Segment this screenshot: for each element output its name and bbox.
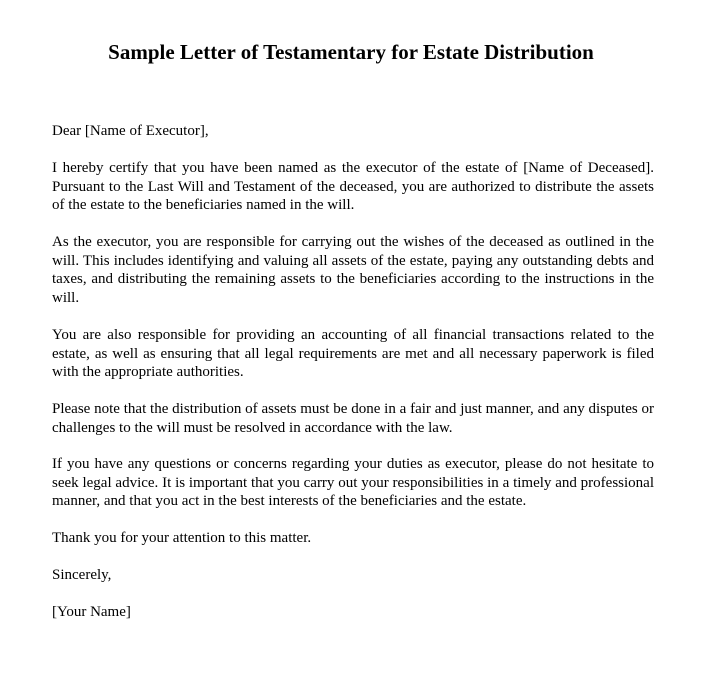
salutation: Dear [Name of Executor], <box>52 123 209 139</box>
closing: Sincerely, <box>52 567 112 583</box>
paragraph-executor-duties: As the executor, you are responsible for carrying out the wishes of the deceased as outlined in the will. This includes identifying and valuing all assets of the estate, paying any outstanding debts and taxes, and distributing the remaining assets to the beneficiaries according to the instructions in the will. <box>52 234 654 306</box>
paragraph-legal-advice: If you have any questions or concerns regarding your duties as executor, please do not hesitate to seek legal advice. It is important that you carry out your responsibilities in a timely and professional manner, and that you act in the best interests of the beneficiaries and the estate. <box>52 456 654 509</box>
letter-title: Sample Letter of Testamentary for Estate Distribution <box>108 40 594 64</box>
paragraph-accounting: You are also responsible for providing an accounting of all financial transactions related to the estate, as well as ensuring that all legal requirements are met and all necessary paperwork is filed with the appropriate authorities. <box>52 327 654 380</box>
thanks-line: Thank you for your attention to this matter. <box>52 530 312 546</box>
paragraph-distribution-note: Please note that the distribution of assets must be done in a fair and just manner, and any disputes or challenges to the will must be resolved in accordance with the law. <box>52 401 654 436</box>
signature-name: [Your Name] <box>52 604 131 620</box>
paragraph-certification: I hereby certify that you have been named as the executor of the estate of [Name of Deceased]. Pursuant to the Last Will and Testament of the deceased, you are authorized to distribute the assets of the estate to the beneficiaries named in the will. <box>52 160 654 213</box>
